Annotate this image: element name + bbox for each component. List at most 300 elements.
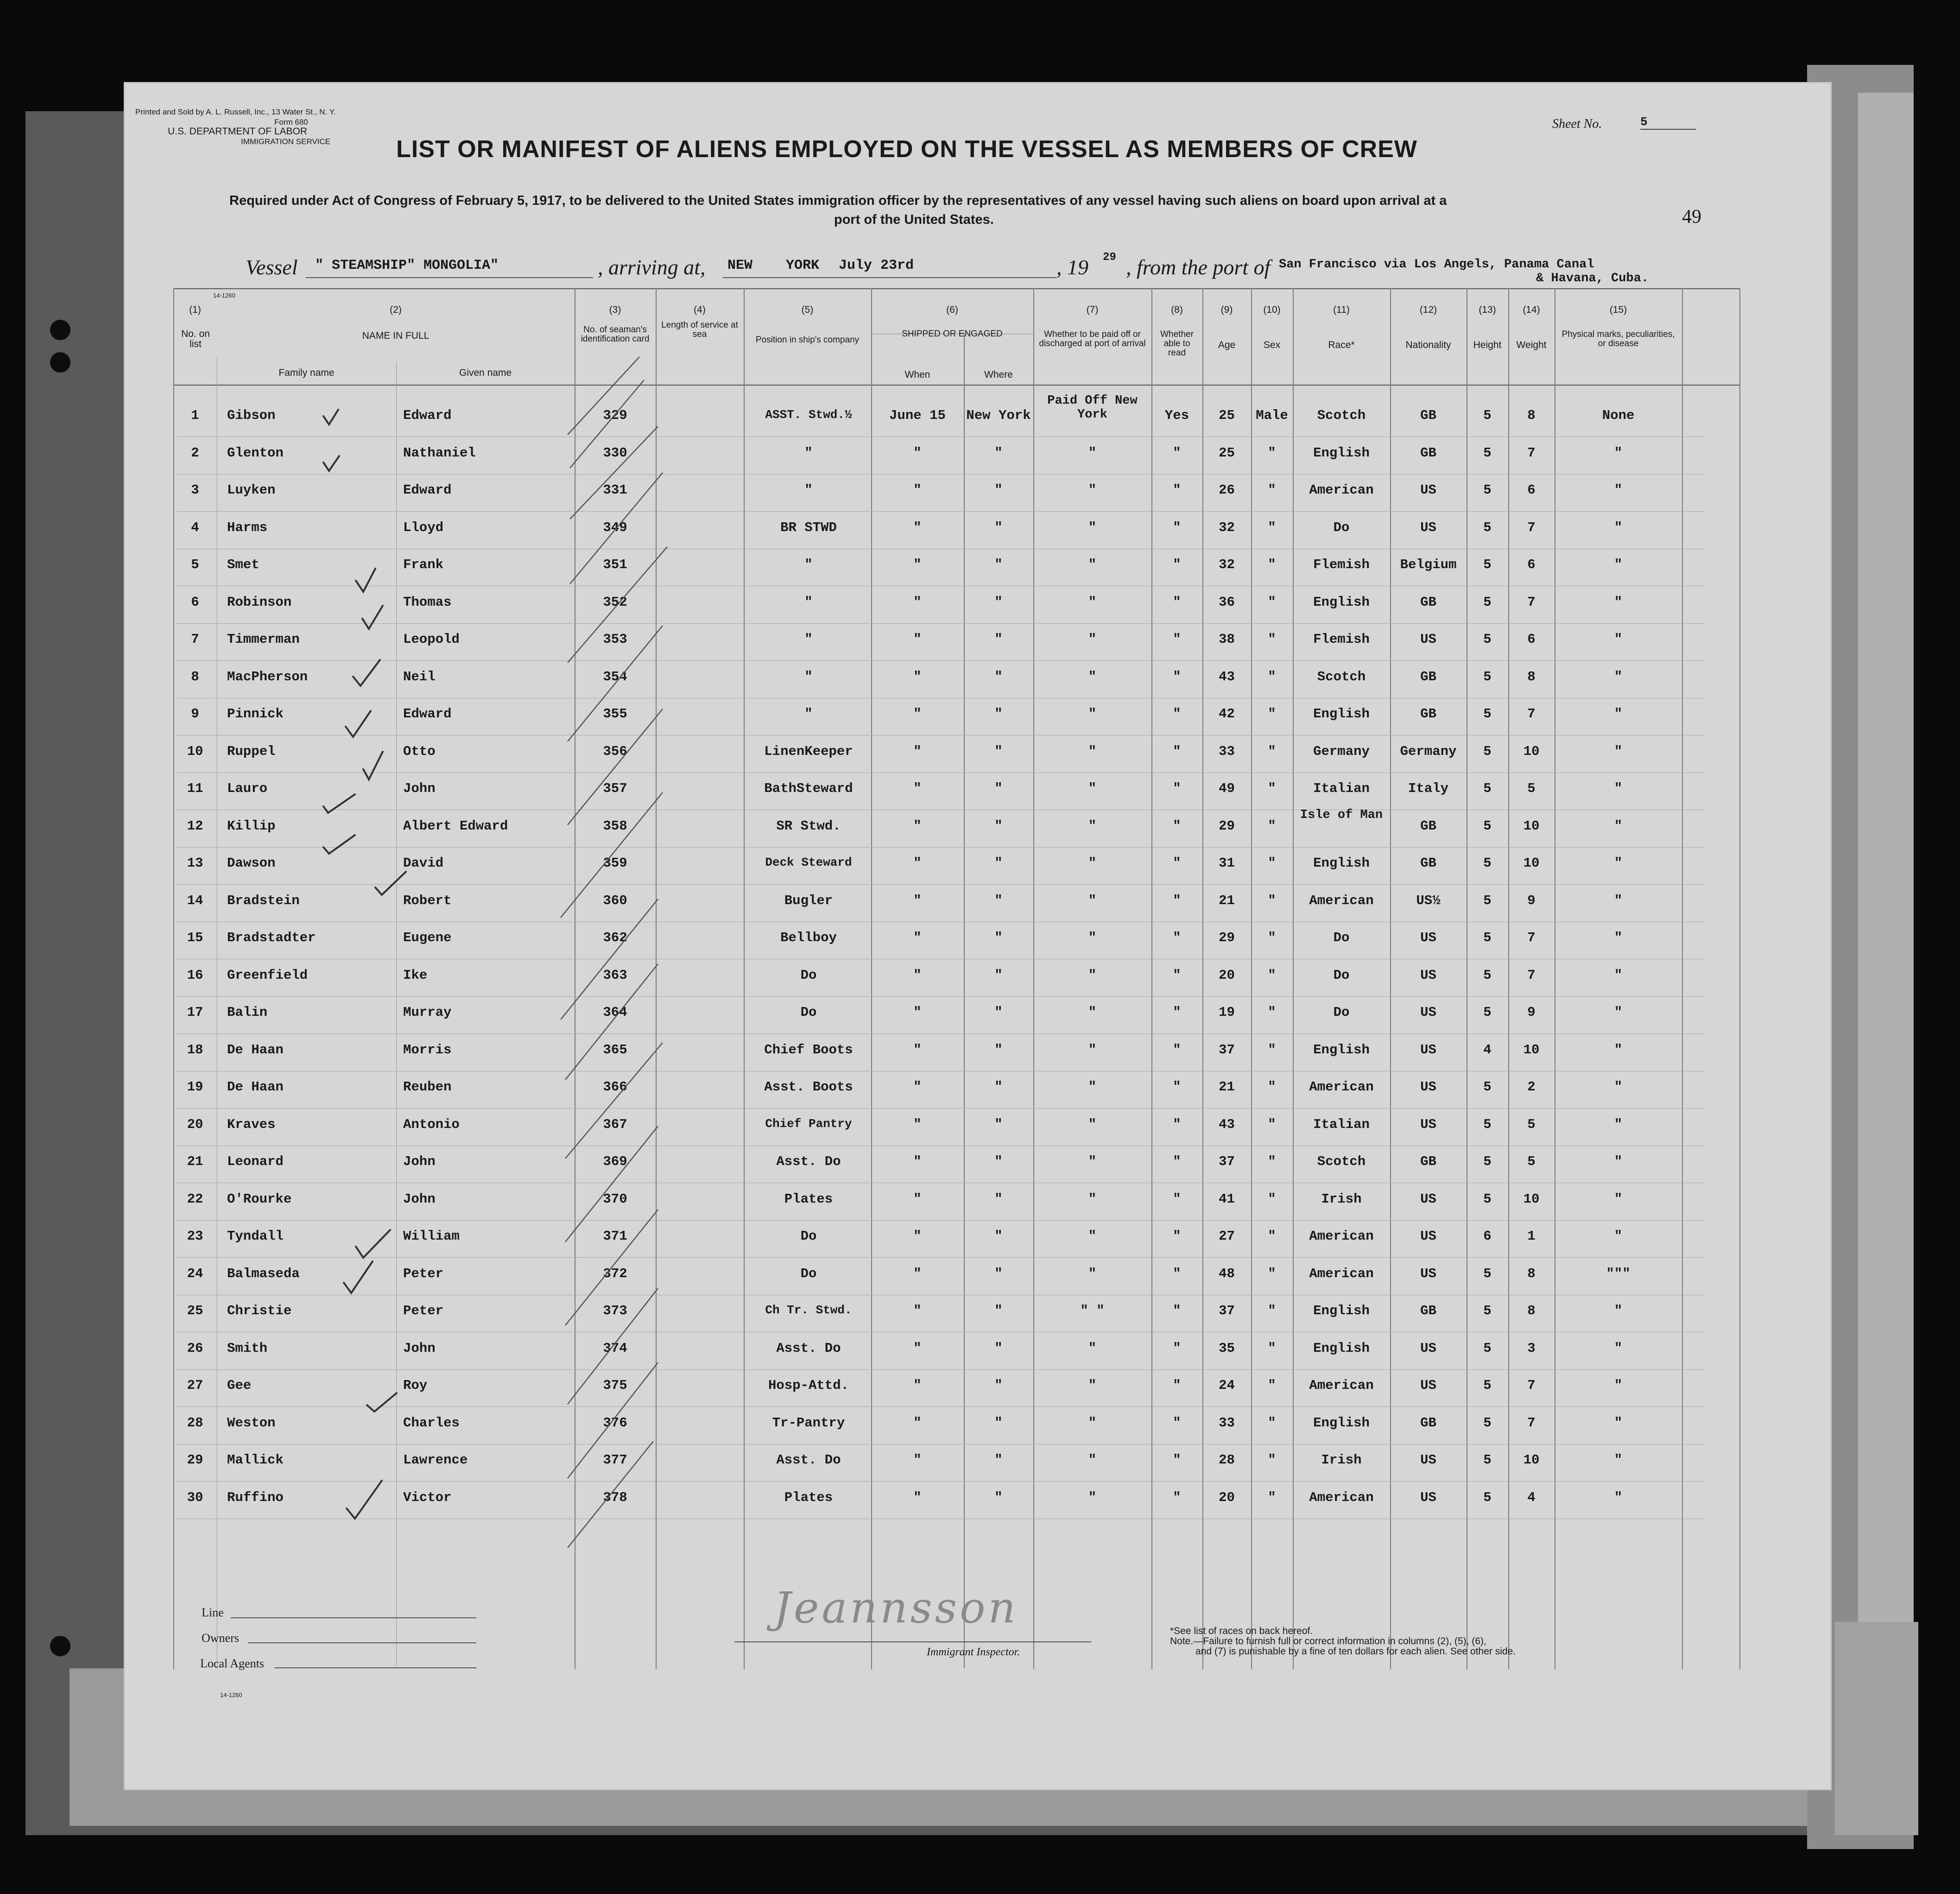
from-port-label: , from the port of bbox=[1126, 255, 1271, 279]
weight: 9 bbox=[1527, 1005, 1536, 1020]
sex: " bbox=[1268, 594, 1276, 610]
shipped-when: " bbox=[913, 967, 922, 983]
sex: " bbox=[1268, 743, 1276, 759]
height: 5 bbox=[1483, 557, 1492, 572]
card-tally-stroke bbox=[565, 1043, 663, 1159]
race: American bbox=[1309, 1079, 1374, 1095]
given-name: Eugene bbox=[403, 930, 452, 945]
given-name: Nathaniel bbox=[403, 445, 476, 461]
shipped-where: " bbox=[994, 855, 1003, 871]
family-name: Smet bbox=[227, 557, 259, 572]
height: 5 bbox=[1483, 1340, 1492, 1356]
shipped-where: " bbox=[994, 1266, 1003, 1281]
height: 5 bbox=[1483, 1489, 1492, 1505]
race: Do bbox=[1333, 1005, 1350, 1020]
id-card-number: 329 bbox=[603, 408, 627, 423]
ship-position: ASST. Stwd.½ bbox=[765, 408, 852, 422]
physical-marks: " bbox=[1614, 1229, 1623, 1244]
age: 27 bbox=[1219, 1229, 1235, 1244]
shipped-where: " bbox=[994, 594, 1003, 610]
year-suffix: 29 bbox=[1103, 251, 1116, 264]
sex: " bbox=[1268, 482, 1276, 498]
ship-position: Hosp-Attd. bbox=[768, 1378, 849, 1393]
nationality: US bbox=[1420, 1452, 1436, 1468]
height: 5 bbox=[1483, 1079, 1492, 1095]
height: 5 bbox=[1483, 818, 1492, 834]
shipped-where: " bbox=[994, 1116, 1003, 1132]
shipped-when: " bbox=[913, 1116, 922, 1132]
physical-marks: " bbox=[1614, 855, 1623, 871]
nationality: GB bbox=[1420, 408, 1436, 423]
family-name: Christie bbox=[227, 1303, 292, 1318]
nationality: US bbox=[1420, 1340, 1436, 1356]
family-name: De Haan bbox=[227, 1079, 284, 1095]
physical-marks: " bbox=[1614, 1116, 1623, 1132]
race: Italian bbox=[1313, 781, 1370, 796]
header-position: Position in ship's company bbox=[755, 335, 860, 345]
check-mark bbox=[356, 569, 375, 592]
header-where: Where bbox=[984, 369, 1013, 380]
col-num: (10) bbox=[1263, 304, 1281, 315]
family-name: Harms bbox=[227, 519, 268, 535]
shipped-when: " bbox=[913, 482, 922, 498]
family-name: Balmaseda bbox=[227, 1266, 300, 1281]
binder-hole bbox=[50, 320, 70, 340]
card-tally-stroke bbox=[568, 1441, 653, 1548]
height: 6 bbox=[1483, 1229, 1492, 1244]
able-to-read: " bbox=[1173, 930, 1181, 945]
shipped-where: " bbox=[994, 743, 1003, 759]
able-to-read: " bbox=[1173, 1116, 1181, 1132]
col-num: (7) bbox=[1086, 304, 1099, 315]
row-number: 26 bbox=[187, 1340, 203, 1356]
weight: 10 bbox=[1523, 855, 1540, 871]
weight: 7 bbox=[1527, 706, 1536, 722]
id-card-number: 354 bbox=[603, 669, 627, 684]
height: 5 bbox=[1483, 669, 1492, 684]
shipped-where: " bbox=[994, 445, 1003, 461]
id-card-number: 331 bbox=[603, 482, 627, 498]
sex: " bbox=[1268, 1489, 1276, 1505]
row-number: 18 bbox=[187, 1042, 203, 1058]
ship-position: Bellboy bbox=[780, 930, 837, 945]
inspector-signature-line bbox=[734, 1641, 1091, 1642]
height: 5 bbox=[1483, 893, 1492, 908]
given-name: Antonio bbox=[403, 1116, 460, 1132]
stacked-pages-corner bbox=[1835, 1622, 1918, 1835]
nationality: Belgium bbox=[1400, 557, 1457, 572]
race: English bbox=[1313, 1340, 1370, 1356]
footer-owners-field bbox=[248, 1642, 476, 1643]
service: IMMIGRATION SERVICE bbox=[241, 137, 331, 146]
sex: " bbox=[1268, 1452, 1276, 1468]
height: 5 bbox=[1483, 1005, 1492, 1020]
given-name: Thomas bbox=[403, 594, 452, 610]
row-number: 11 bbox=[187, 781, 203, 796]
weight: 7 bbox=[1527, 1378, 1536, 1393]
given-name: Murray bbox=[403, 1005, 452, 1020]
ship-position: " bbox=[804, 706, 813, 722]
ship-position: " bbox=[804, 445, 813, 461]
binder-hole bbox=[50, 1636, 70, 1656]
from-port-line2: & Havana, Cuba. bbox=[1536, 272, 1649, 285]
row-number: 24 bbox=[187, 1266, 203, 1281]
able-to-read: " bbox=[1173, 781, 1181, 796]
nationality: US bbox=[1420, 1042, 1436, 1058]
shipped-where: " bbox=[994, 1079, 1003, 1095]
check-mark bbox=[323, 456, 339, 471]
able-to-read: " bbox=[1173, 445, 1181, 461]
stacked-pages-edge-outer bbox=[1858, 93, 1914, 1807]
arrival-date: July 23rd bbox=[839, 258, 914, 273]
nationality: US½ bbox=[1416, 893, 1441, 908]
ship-position: LinenKeeper bbox=[764, 743, 853, 759]
col-num: (4) bbox=[694, 304, 706, 315]
paid-off: Paid Off New York bbox=[1047, 394, 1138, 422]
physical-marks: None bbox=[1602, 408, 1635, 423]
height: 5 bbox=[1483, 706, 1492, 722]
nationality: US bbox=[1420, 632, 1436, 647]
row-number: 21 bbox=[187, 1154, 203, 1169]
id-card-number: 372 bbox=[603, 1266, 627, 1281]
shipped-when: " bbox=[913, 1266, 922, 1281]
weight: 8 bbox=[1527, 669, 1536, 684]
able-to-read: " bbox=[1173, 1079, 1181, 1095]
check-mark bbox=[323, 794, 355, 813]
shipped-when: " bbox=[913, 855, 922, 871]
height: 5 bbox=[1483, 967, 1492, 983]
ship-position: " bbox=[804, 594, 813, 610]
row-number: 2 bbox=[191, 445, 199, 461]
race: Isle of Man bbox=[1300, 808, 1383, 822]
binder-hole bbox=[50, 352, 70, 373]
family-name: Luyken bbox=[227, 482, 276, 498]
given-name: Frank bbox=[403, 557, 444, 572]
physical-marks: " bbox=[1614, 1154, 1623, 1169]
age: 25 bbox=[1219, 408, 1235, 423]
nationality: US bbox=[1420, 519, 1436, 535]
physical-marks: " bbox=[1614, 519, 1623, 535]
shipped-where: " bbox=[994, 1340, 1003, 1356]
physical-marks: """ bbox=[1606, 1266, 1631, 1281]
inspector-label: Immigrant Inspector. bbox=[927, 1646, 1020, 1658]
ship-position: Asst. Do bbox=[776, 1452, 841, 1468]
weight: 10 bbox=[1523, 1452, 1540, 1468]
form-number: Form 680 bbox=[274, 118, 308, 127]
weight: 9 bbox=[1527, 893, 1536, 908]
row-number: 22 bbox=[187, 1191, 203, 1207]
manifest-sheet bbox=[125, 83, 1830, 1789]
height: 5 bbox=[1483, 930, 1492, 945]
paid-off: " bbox=[1088, 594, 1097, 610]
able-to-read: " bbox=[1173, 519, 1181, 535]
nationality: US bbox=[1420, 1191, 1436, 1207]
able-to-read: " bbox=[1173, 855, 1181, 871]
id-card-number: 376 bbox=[603, 1415, 627, 1431]
shipped-where: " bbox=[994, 519, 1003, 535]
nationality: US bbox=[1420, 1266, 1436, 1281]
sex: " bbox=[1268, 781, 1276, 796]
age: 20 bbox=[1219, 1489, 1235, 1505]
ship-position: " bbox=[804, 482, 813, 498]
ship-position: " bbox=[804, 669, 813, 684]
nationality: GB bbox=[1420, 669, 1436, 684]
id-card-number: 371 bbox=[603, 1229, 627, 1244]
paid-off: " bbox=[1088, 1116, 1097, 1132]
row-number: 3 bbox=[191, 482, 199, 498]
family-name: Glenton bbox=[227, 445, 284, 461]
given-name: Roy bbox=[403, 1378, 428, 1393]
sex: " bbox=[1268, 519, 1276, 535]
note-line1: Note.—Failure to furnish full or correct information in columns (2), (5), (6), bbox=[1170, 1636, 1486, 1647]
header-when: When bbox=[904, 369, 930, 380]
weight: 3 bbox=[1527, 1340, 1536, 1356]
ship-position: Do bbox=[800, 1266, 817, 1281]
physical-marks: " bbox=[1614, 967, 1623, 983]
row-number: 23 bbox=[187, 1229, 203, 1244]
height: 5 bbox=[1483, 632, 1492, 647]
able-to-read: " bbox=[1173, 557, 1181, 572]
shipped-when: " bbox=[913, 781, 922, 796]
footer-agents-field bbox=[274, 1667, 476, 1668]
race: Scotch bbox=[1317, 408, 1366, 423]
race: Do bbox=[1333, 519, 1350, 535]
ship-position: Asst. Do bbox=[776, 1154, 841, 1169]
paid-off: " bbox=[1088, 818, 1097, 834]
physical-marks: " bbox=[1614, 1415, 1623, 1431]
ship-position: Bugler bbox=[784, 893, 833, 908]
shipped-where: " bbox=[994, 706, 1003, 722]
col-num: (11) bbox=[1333, 304, 1350, 315]
age: 31 bbox=[1219, 855, 1235, 871]
family-name: Timmerman bbox=[227, 632, 300, 647]
header-age: Age bbox=[1218, 340, 1236, 350]
physical-marks: " bbox=[1614, 743, 1623, 759]
header-length-service: Length of service at sea bbox=[661, 320, 738, 339]
shipped-when: " bbox=[913, 1303, 922, 1318]
header-able-read: Whether able to read bbox=[1160, 329, 1194, 358]
check-mark bbox=[362, 606, 383, 629]
physical-marks: " bbox=[1614, 445, 1623, 461]
family-name: Robinson bbox=[227, 594, 292, 610]
id-card-number: 356 bbox=[603, 743, 627, 759]
card-tally-stroke bbox=[561, 899, 658, 1020]
weight: 6 bbox=[1527, 632, 1536, 647]
family-name: Gibson bbox=[227, 408, 276, 423]
given-name: William bbox=[403, 1229, 460, 1244]
paid-off: " bbox=[1088, 1340, 1097, 1356]
age: 38 bbox=[1219, 632, 1235, 647]
age: 35 bbox=[1219, 1340, 1235, 1356]
given-name: Edward bbox=[403, 706, 452, 722]
family-name: Tyndall bbox=[227, 1229, 284, 1244]
paid-off: " bbox=[1088, 855, 1097, 871]
shipped-where: " bbox=[994, 632, 1003, 647]
row-number: 30 bbox=[187, 1489, 203, 1505]
id-card-number: 352 bbox=[603, 594, 627, 610]
shipped-where: " bbox=[994, 482, 1003, 498]
age: 28 bbox=[1219, 1452, 1235, 1468]
check-mark bbox=[323, 410, 338, 424]
id-card-number: 364 bbox=[603, 1005, 627, 1020]
shipped-when: " bbox=[913, 1154, 922, 1169]
id-card-number: 366 bbox=[603, 1079, 627, 1095]
card-tally-stroke bbox=[568, 709, 663, 825]
header-no-on-list: No. on list bbox=[181, 329, 210, 349]
given-name: John bbox=[403, 1154, 436, 1169]
age: 43 bbox=[1219, 1116, 1235, 1132]
id-card-number: 374 bbox=[603, 1340, 627, 1356]
card-tally-stroke bbox=[565, 964, 658, 1080]
paid-off: " bbox=[1088, 1266, 1097, 1281]
physical-marks: " bbox=[1614, 594, 1623, 610]
height: 5 bbox=[1483, 781, 1492, 796]
family-name: Smith bbox=[227, 1340, 268, 1356]
physical-marks: " bbox=[1614, 1042, 1623, 1058]
ship-position: Chief Pantry bbox=[765, 1116, 852, 1131]
ship-position: BathSteward bbox=[764, 781, 853, 796]
physical-marks: " bbox=[1614, 930, 1623, 945]
age: 48 bbox=[1219, 1266, 1235, 1281]
given-name: Edward bbox=[403, 408, 452, 423]
given-name: Robert bbox=[403, 893, 452, 908]
given-name: John bbox=[403, 1191, 436, 1207]
shipped-when: " bbox=[913, 818, 922, 834]
shipped-where: " bbox=[994, 557, 1003, 572]
height: 5 bbox=[1483, 1191, 1492, 1207]
sex: " bbox=[1268, 1042, 1276, 1058]
age: 33 bbox=[1219, 743, 1235, 759]
nationality: US bbox=[1420, 967, 1436, 983]
id-card-number: 353 bbox=[603, 632, 627, 647]
shipped-where: " bbox=[994, 1191, 1003, 1207]
shipped-where: " bbox=[994, 1303, 1003, 1318]
id-card-number: 375 bbox=[603, 1378, 627, 1393]
department: U.S. DEPARTMENT OF LABOR bbox=[168, 126, 308, 137]
sheet-label: Sheet No. bbox=[1552, 117, 1602, 131]
age: 21 bbox=[1219, 1079, 1235, 1095]
given-name: Reuben bbox=[403, 1079, 452, 1095]
age: 41 bbox=[1219, 1191, 1235, 1207]
check-mark bbox=[353, 660, 380, 686]
height: 5 bbox=[1483, 1266, 1492, 1281]
age: 33 bbox=[1219, 1415, 1235, 1431]
card-tally-stroke bbox=[565, 1210, 658, 1325]
paid-off: " bbox=[1088, 1191, 1097, 1207]
height: 5 bbox=[1483, 1303, 1492, 1318]
sex: " bbox=[1268, 1340, 1276, 1356]
nationality: US bbox=[1420, 482, 1436, 498]
physical-marks: " bbox=[1614, 482, 1623, 498]
height: 5 bbox=[1483, 594, 1492, 610]
card-tally-stroke bbox=[570, 380, 644, 468]
weight: 7 bbox=[1527, 967, 1536, 983]
given-name: Albert Edward bbox=[403, 818, 508, 834]
paid-off: " bbox=[1088, 632, 1097, 647]
check-mark bbox=[346, 711, 371, 737]
paid-off: " " bbox=[1080, 1303, 1105, 1318]
weight: 2 bbox=[1527, 1079, 1536, 1095]
race: Germany bbox=[1313, 743, 1370, 759]
col-num: (9) bbox=[1220, 304, 1233, 315]
paid-off: " bbox=[1088, 445, 1097, 461]
nationality: US bbox=[1420, 1378, 1436, 1393]
col-num: (14) bbox=[1523, 304, 1540, 315]
row-number: 12 bbox=[187, 818, 203, 834]
ship-position: Asst. Do bbox=[776, 1340, 841, 1356]
sex: " bbox=[1268, 930, 1276, 945]
ship-position: Asst. Boots bbox=[764, 1079, 853, 1095]
ship-position: " bbox=[804, 632, 813, 647]
footer-owners-label: Owners bbox=[202, 1631, 239, 1645]
row-number: 10 bbox=[187, 743, 203, 759]
race: American bbox=[1309, 1378, 1374, 1393]
paid-off: " bbox=[1088, 1378, 1097, 1393]
weight: 5 bbox=[1527, 781, 1536, 796]
check-mark bbox=[347, 1481, 382, 1519]
header-paid-off: Whether to be paid off or discharged at port of arrival bbox=[1039, 329, 1146, 348]
sex: " bbox=[1268, 1005, 1276, 1020]
family-name: Lauro bbox=[227, 781, 268, 796]
vessel-label: Vessel bbox=[246, 255, 298, 279]
able-to-read: " bbox=[1173, 1378, 1181, 1393]
given-name: Morris bbox=[403, 1042, 452, 1058]
shipped-when: " bbox=[913, 1229, 922, 1244]
ship-position: Do bbox=[800, 1229, 817, 1244]
able-to-read: " bbox=[1173, 594, 1181, 610]
given-name: Peter bbox=[403, 1303, 444, 1318]
col-num: (13) bbox=[1479, 304, 1496, 315]
shipped-when: " bbox=[913, 743, 922, 759]
pen-annotations bbox=[125, 83, 1830, 1789]
shipped-where: " bbox=[994, 930, 1003, 945]
nationality: US bbox=[1420, 1005, 1436, 1020]
given-name: John bbox=[403, 1340, 436, 1356]
family-name: Balin bbox=[227, 1005, 268, 1020]
weight: 8 bbox=[1527, 1266, 1536, 1281]
footer-line-label: Line bbox=[202, 1606, 224, 1619]
age: 24 bbox=[1219, 1378, 1235, 1393]
note-line2: and (7) is punishable by a fine of ten dollars for each alien. See other side. bbox=[1195, 1646, 1516, 1657]
check-mark bbox=[344, 1261, 373, 1293]
header-name-in-full: NAME IN FULL bbox=[362, 330, 430, 341]
sex: " bbox=[1268, 1079, 1276, 1095]
col-num: (3) bbox=[609, 304, 621, 315]
row-number: 15 bbox=[187, 930, 203, 945]
footer-agents-label: Local Agents bbox=[200, 1657, 264, 1670]
header-shipped: SHIPPED OR ENGAGED bbox=[902, 329, 1003, 339]
given-name: Peter bbox=[403, 1266, 444, 1281]
age: 37 bbox=[1219, 1154, 1235, 1169]
race: Scotch bbox=[1317, 1154, 1366, 1169]
ship-position: Chief Boots bbox=[764, 1042, 853, 1058]
shipped-when: " bbox=[913, 893, 922, 908]
paid-off: " bbox=[1088, 519, 1097, 535]
able-to-read: " bbox=[1173, 1042, 1181, 1058]
shipped-when: " bbox=[913, 557, 922, 572]
sex: " bbox=[1268, 1229, 1276, 1244]
race: American bbox=[1309, 1266, 1374, 1281]
race: English bbox=[1313, 855, 1370, 871]
nationality: GB bbox=[1420, 818, 1436, 834]
weight: 5 bbox=[1527, 1116, 1536, 1132]
paid-off: " bbox=[1088, 967, 1097, 983]
given-name: Ike bbox=[403, 967, 428, 983]
able-to-read: " bbox=[1173, 1340, 1181, 1356]
race: American bbox=[1309, 1489, 1374, 1505]
able-to-read: " bbox=[1173, 967, 1181, 983]
paid-off: " bbox=[1088, 781, 1097, 796]
